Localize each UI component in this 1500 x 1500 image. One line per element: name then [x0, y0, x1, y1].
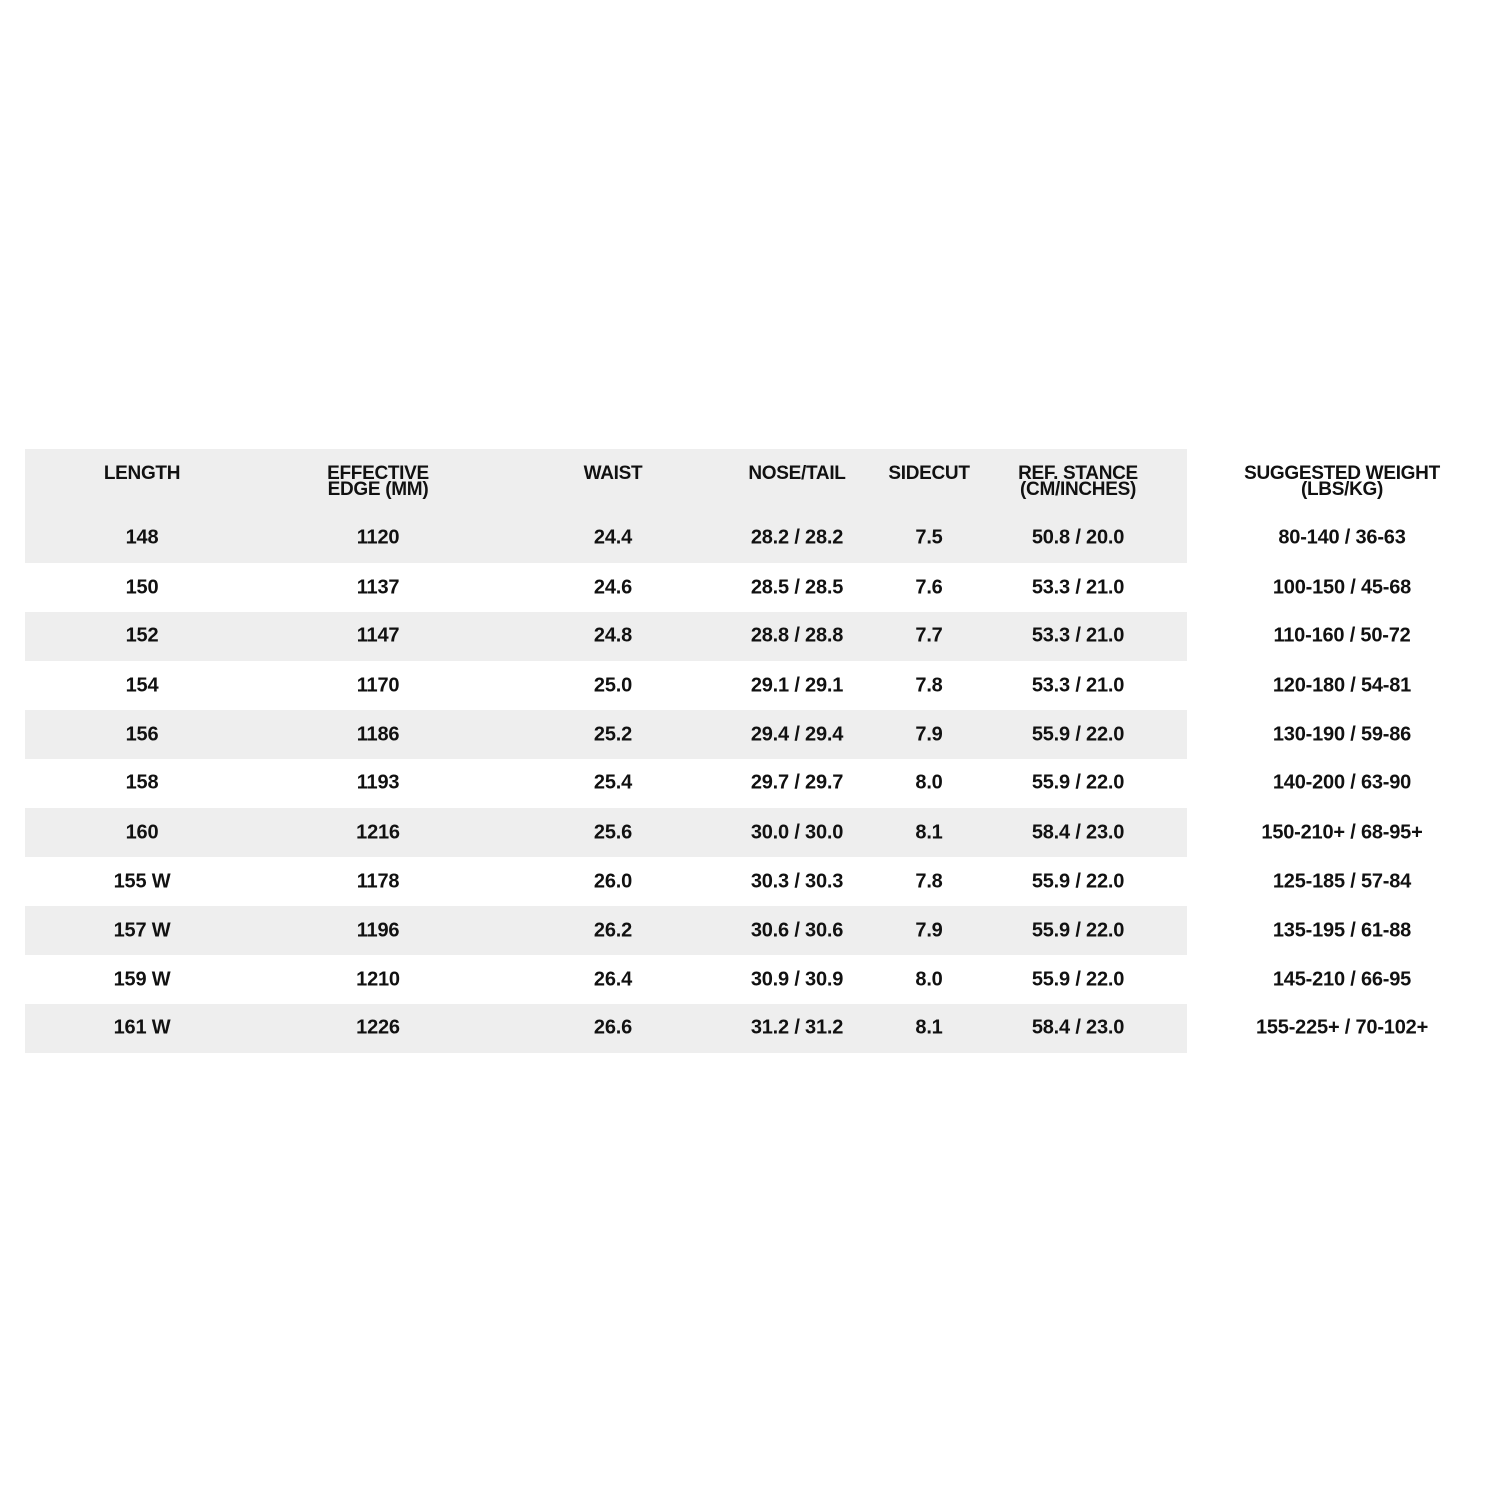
- cell-length: 150: [125, 576, 159, 599]
- cell-length: 157 W: [113, 919, 171, 942]
- cell-nose-tail: 30.0 / 30.0: [750, 821, 844, 844]
- cell-ref-stance: 58.4 / 23.0: [1031, 821, 1125, 844]
- cell-length: 152: [125, 624, 159, 647]
- cell-suggested-weight: 150-210+ / 68-95+: [1261, 821, 1423, 844]
- cell-nose-tail: 30.3 / 30.3: [750, 870, 844, 893]
- cell-suggested-weight: 155-225+ / 70-102+: [1255, 1016, 1429, 1039]
- cell-nose-tail: 29.1 / 29.1: [750, 674, 844, 697]
- cell-ref-stance: 53.3 / 21.0: [1031, 674, 1125, 697]
- cell-sidecut: 7.7: [915, 624, 943, 647]
- cell-ref-stance: 55.9 / 22.0: [1031, 723, 1125, 746]
- cell-ref-stance: 58.4 / 23.0: [1031, 1016, 1125, 1039]
- cell-sidecut: 7.9: [915, 919, 943, 942]
- column-header-line: REF. STANCE: [1018, 463, 1138, 484]
- cell-suggested-weight: 110-160 / 50-72: [1273, 624, 1411, 647]
- cell-sidecut: 8.0: [915, 968, 943, 991]
- cell-ref-stance: 55.9 / 22.0: [1031, 968, 1125, 991]
- column-header-sidecut: [888, 463, 970, 484]
- cell-effective-edge: 1226: [356, 1016, 400, 1039]
- cell-ref-stance: 53.3 / 21.0: [1031, 624, 1125, 647]
- cell-ref-stance: 53.3 / 21.0: [1031, 576, 1125, 599]
- column-header-line: (LBS/KG): [1300, 479, 1384, 500]
- cell-sidecut: 7.6: [915, 576, 943, 599]
- cell-nose-tail: 30.9 / 30.9: [750, 968, 844, 991]
- cell-effective-edge: 1120: [356, 526, 400, 549]
- cell-suggested-weight: 100-150 / 45-68: [1272, 576, 1412, 599]
- cell-nose-tail: 29.7 / 29.7: [750, 771, 844, 794]
- cell-effective-edge: 1216: [356, 821, 400, 844]
- cell-suggested-weight: 135-195 / 61-88: [1272, 919, 1412, 942]
- cell-length: 156: [125, 723, 159, 746]
- cell-waist: 24.6: [593, 576, 633, 599]
- cell-suggested-weight: 145-210 / 66-95: [1272, 968, 1412, 991]
- cell-waist: 26.0: [593, 870, 633, 893]
- cell-length: 160: [125, 821, 159, 844]
- column-header-line: WAIST: [583, 463, 643, 484]
- cell-sidecut: 8.1: [915, 821, 943, 844]
- cell-length: 161 W: [113, 1016, 171, 1039]
- cell-nose-tail: 30.6 / 30.6: [750, 919, 844, 942]
- cell-effective-edge: 1193: [356, 771, 400, 794]
- cell-length: 155 W: [113, 870, 171, 893]
- cell-nose-tail: 31.2 / 31.2: [750, 1016, 844, 1039]
- cell-suggested-weight: 80-140 / 36-63: [1278, 526, 1406, 549]
- cell-length: 159 W: [113, 968, 171, 991]
- cell-sidecut: 7.9: [915, 723, 943, 746]
- cell-sidecut: 7.5: [915, 526, 943, 549]
- cell-waist: 25.2: [593, 723, 633, 746]
- column-header-line: SIDECUT: [888, 463, 970, 484]
- cell-nose-tail: 28.5 / 28.5: [750, 576, 844, 599]
- column-header-line: NOSE/TAIL: [748, 463, 846, 484]
- cell-suggested-weight: 130-190 / 59-86: [1272, 723, 1412, 746]
- cell-suggested-weight: 140-200 / 63-90: [1272, 771, 1412, 794]
- column-header-line: EDGE (MM): [327, 479, 429, 500]
- cell-waist: 24.4: [593, 526, 633, 549]
- cell-ref-stance: 55.9 / 22.0: [1031, 771, 1125, 794]
- column-header-line: SUGGESTED WEIGHT: [1244, 463, 1440, 484]
- cell-sidecut: 7.8: [915, 674, 943, 697]
- cell-length: 158: [125, 771, 159, 794]
- cell-length: 154: [125, 674, 159, 697]
- cell-ref-stance: 55.9 / 22.0: [1031, 870, 1125, 893]
- column-header-waist: [583, 463, 643, 484]
- cell-nose-tail: 28.2 / 28.2: [750, 526, 844, 549]
- cell-effective-edge: 1196: [356, 919, 400, 942]
- column-header-suggested-weight: [1244, 463, 1440, 500]
- cell-waist: 25.6: [593, 821, 633, 844]
- cell-sidecut: 8.0: [915, 771, 943, 794]
- cell-suggested-weight: 120-180 / 54-81: [1272, 674, 1412, 697]
- cell-sidecut: 8.1: [915, 1016, 943, 1039]
- column-header-line: (CM/INCHES): [1020, 479, 1136, 500]
- cell-effective-edge: 1210: [356, 968, 400, 991]
- column-header-line: EFFECTIVE: [327, 463, 429, 484]
- cell-waist: 24.8: [593, 624, 633, 647]
- cell-effective-edge: 1170: [356, 674, 400, 697]
- cell-waist: 25.4: [593, 771, 633, 794]
- cell-waist: 26.2: [593, 919, 633, 942]
- cell-waist: 26.6: [593, 1016, 633, 1039]
- cell-suggested-weight: 125-185 / 57-84: [1272, 870, 1412, 893]
- cell-effective-edge: 1186: [356, 723, 400, 746]
- cell-sidecut: 7.8: [915, 870, 943, 893]
- cell-ref-stance: 50.8 / 20.0: [1031, 526, 1125, 549]
- cell-nose-tail: 29.4 / 29.4: [750, 723, 844, 746]
- cell-waist: 26.4: [593, 968, 633, 991]
- column-header-ref-stance: [1018, 463, 1138, 500]
- cell-effective-edge: 1147: [356, 624, 400, 647]
- cell-nose-tail: 28.8 / 28.8: [750, 624, 844, 647]
- column-header-effective-edge: [327, 463, 429, 500]
- column-header-length: [103, 463, 181, 484]
- cell-ref-stance: 55.9 / 22.0: [1031, 919, 1125, 942]
- cell-effective-edge: 1137: [356, 576, 400, 599]
- cell-waist: 25.0: [593, 674, 633, 697]
- column-header-nose-tail: [748, 463, 846, 484]
- cell-effective-edge: 1178: [356, 870, 400, 893]
- column-header-line: LENGTH: [103, 463, 181, 484]
- cell-length: 148: [125, 526, 159, 549]
